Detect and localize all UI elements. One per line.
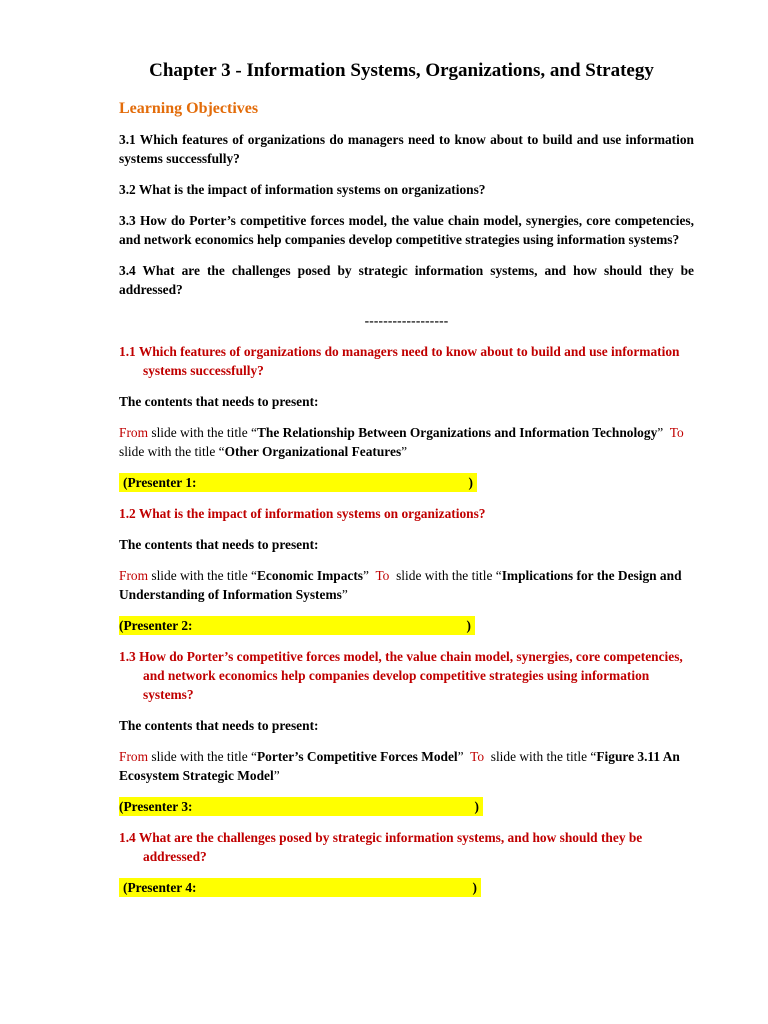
presenter-4-field[interactable] bbox=[119, 878, 481, 897]
document-title: Chapter 3 - Information Systems, Organizations, and Strategy bbox=[149, 60, 654, 81]
slide-title-prefix: slide with the title “ bbox=[119, 444, 225, 459]
close-quote: ” bbox=[273, 768, 280, 783]
from-label: From bbox=[119, 749, 149, 764]
close-quote: ” bbox=[363, 568, 369, 583]
presenter-close: ) bbox=[466, 618, 471, 633]
contents-label-2: The contents that needs to present: bbox=[119, 537, 319, 552]
slide-title-prefix: slide with the title “ bbox=[487, 749, 597, 764]
slide-title-prefix: slide with the title “ bbox=[148, 568, 257, 583]
slide-range-3 bbox=[119, 747, 694, 785]
to-label: To bbox=[375, 568, 390, 583]
learning-objectives-heading: Learning Objectives bbox=[119, 100, 259, 117]
section-question-1-4: 1.4 What are the challenges posed by strategic information systems, and how should they be addressed? bbox=[119, 830, 643, 864]
section-divider: ------------------ bbox=[364, 313, 449, 328]
contents-label-1: The contents that needs to present: bbox=[119, 394, 319, 409]
presenter-label: (Presenter 3: bbox=[119, 799, 193, 814]
close-quote: ” bbox=[401, 444, 408, 459]
from-slide-title: Porter’s Competitive Forces Model bbox=[257, 749, 458, 764]
slide-range-2 bbox=[119, 566, 694, 604]
to-slide-title: Implications for the Design and Understanding of Information Systems bbox=[119, 568, 682, 602]
objective-3-3: 3.3 How do Porter’s competitive forces model, the value chain model, synergies, core competencies, and network economics help companies develop competitive strategies using information systems? bbox=[119, 213, 694, 247]
close-quote: ” bbox=[657, 425, 664, 440]
objective-3-2: 3.2 What is the impact of information systems on organizations? bbox=[119, 182, 486, 197]
from-label: From bbox=[119, 568, 149, 583]
document-page bbox=[119, 58, 694, 909]
section-question-1-1: 1.1 Which features of organizations do managers need to know about to build and use information systems successfully? bbox=[119, 344, 680, 378]
presenter-label: (Presenter 2: bbox=[119, 618, 193, 633]
presenter-close: ) bbox=[474, 799, 479, 814]
contents-label-3: The contents that needs to present: bbox=[119, 718, 319, 733]
to-slide-title: Other Organizational Features bbox=[224, 444, 402, 459]
to-slide-title: Figure 3.11 An Ecosystem Strategic Model bbox=[119, 749, 680, 783]
close-quote: ” bbox=[457, 749, 464, 764]
slide-range-1 bbox=[119, 423, 694, 461]
slide-title-prefix: slide with the title “ bbox=[148, 749, 257, 764]
presenter-3-field[interactable] bbox=[119, 797, 483, 816]
presenter-1-field[interactable] bbox=[119, 473, 477, 492]
presenter-close: ) bbox=[468, 475, 473, 490]
section-question-1-2: 1.2 What is the impact of information systems on organizations? bbox=[119, 506, 486, 521]
presenter-label: (Presenter 1: bbox=[123, 475, 197, 490]
objective-3-4: 3.4 What are the challenges posed by strategic information systems, and how should they be addressed? bbox=[119, 263, 694, 297]
to-label: To bbox=[470, 749, 485, 764]
presenter-label: (Presenter 4: bbox=[123, 880, 197, 895]
from-slide-title: The Relationship Between Organizations and Information Technology bbox=[257, 425, 658, 440]
from-slide-title: Economic Impacts bbox=[257, 568, 364, 583]
to-label: To bbox=[669, 425, 684, 440]
presenter-close: ) bbox=[472, 880, 477, 895]
slide-title-prefix: slide with the title “ bbox=[148, 425, 257, 440]
objective-3-1: 3.1 Which features of organizations do managers need to know about to build and use information systems successfully? bbox=[119, 132, 694, 166]
section-question-1-3: 1.3 How do Porter’s competitive forces model, the value chain model, synergies, core competencies, and network economics help companies develop competitive strategies using information systems? bbox=[119, 649, 683, 702]
presenter-2-field[interactable] bbox=[119, 616, 475, 635]
slide-title-prefix: slide with the title “ bbox=[392, 568, 502, 583]
close-quote: ” bbox=[341, 587, 348, 602]
from-label: From bbox=[119, 425, 149, 440]
